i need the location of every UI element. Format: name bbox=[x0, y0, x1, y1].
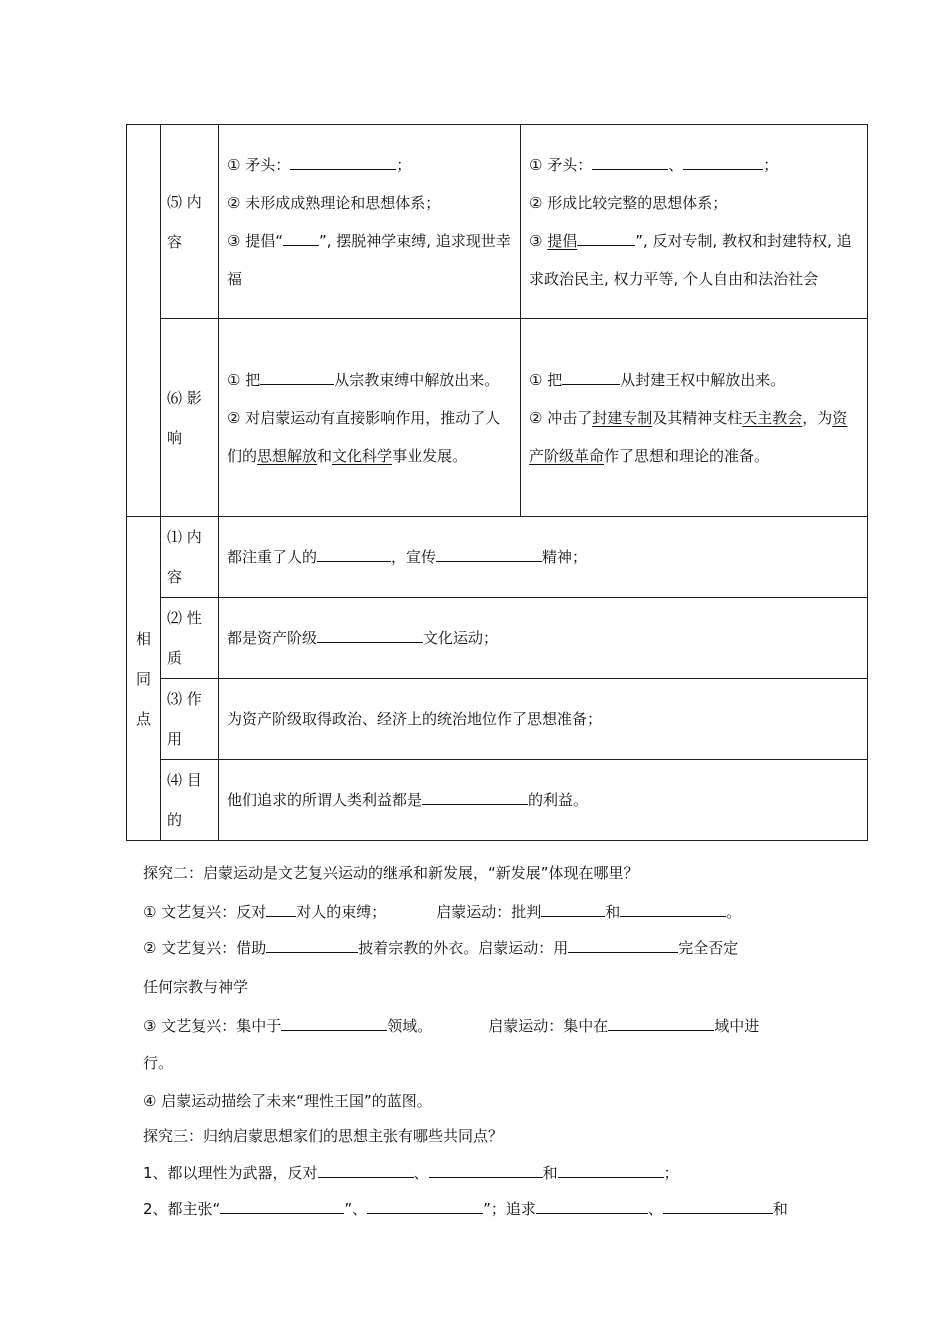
explore3-question: 探究三：归纳启蒙思想家们的思想主张有哪些共同点？ bbox=[143, 1127, 504, 1145]
same-row-nature bbox=[127, 598, 868, 679]
same-effect-cell: 为资产阶级取得政治、经济上的统治地位作了思想准备； bbox=[219, 679, 868, 760]
same-points-header: 相同点 bbox=[127, 517, 161, 841]
same-label-nature: ⑵ 性质 bbox=[161, 598, 219, 679]
same-row-effect bbox=[127, 679, 868, 760]
blank-header-cell bbox=[127, 125, 161, 517]
enlightenment-content-cell: ① 矛头： 、 ； ② 形成比较完整的思想体系； ③ 提倡 ”, 反对专制, 教权和封建特权, 追求政治民主, 权力平等, 个人自由和法治社会 bbox=[521, 125, 868, 319]
enlightenment-influence-cell: ① 把 从封建王权中解放出来。 ② 冲击了封建专制及其精神支柱天主教会，为资产阶级革命作了思想和理论的准备。 bbox=[521, 319, 868, 517]
same-nature-cell: 都是资产阶级 文化运动； bbox=[219, 598, 868, 679]
row-label-content: ⑸ 内容 bbox=[161, 125, 219, 319]
same-label-content: ⑴ 内容 bbox=[161, 517, 219, 598]
same-purpose-cell: 他们追求的所谓人类利益都是 的利益。 bbox=[219, 760, 868, 841]
explore3-point-1: 1、都以理性为武器，反对 、 和 ； bbox=[143, 1161, 679, 1183]
explore2-item-3: ③ 文艺复兴：集中于 领域。 启蒙运动：集中在 域中进 bbox=[143, 1014, 759, 1036]
same-row-content bbox=[127, 517, 868, 598]
explore3-point-2: 2、都主张“ ”、 ”；追求 、 和 bbox=[143, 1197, 788, 1219]
explore2-item-2-cont: 任何宗教与神学 bbox=[143, 978, 249, 996]
row-content bbox=[127, 125, 868, 319]
explore2-item-3-cont: 行。 bbox=[143, 1054, 174, 1072]
row-influence bbox=[127, 319, 868, 517]
same-label-effect: ⑶ 作用 bbox=[161, 679, 219, 760]
same-row-purpose bbox=[127, 760, 868, 841]
explore2-item-1: ① 文艺复兴：反对 对人的束缚； 启蒙运动：批判 和 。 bbox=[143, 900, 741, 922]
same-label-purpose: ⑷ 目的 bbox=[161, 760, 219, 841]
same-content-cell: 都注重了人的 ，宣传 精神； bbox=[219, 517, 868, 598]
row-label-influence: ⑹ 影响 bbox=[161, 319, 219, 517]
comparison-table bbox=[126, 124, 868, 841]
renaissance-influence-cell: ① 把 从宗教束缚中解放出来。 ② 对启蒙运动有直接影响作用，推动了人们的思想解放和文化科学事业发展。 bbox=[219, 319, 521, 517]
explore2-item-2: ② 文艺复兴：借助 披着宗教的外衣。启蒙运动：用 完全否定 bbox=[143, 936, 738, 958]
explore2-question: 探究二：启蒙运动是文艺复兴运动的继承和新发展，“新发展”体现在哪里？ bbox=[143, 864, 639, 882]
explore2-item-4: ④ 启蒙运动描绘了未来“理性王国”的蓝图。 bbox=[143, 1092, 432, 1110]
renaissance-content-cell: ① 矛头： ； ② 未形成成熟理论和思想体系； ③ 提倡“ ”, 摆脱神学束缚, 追求现世幸福 bbox=[219, 125, 521, 319]
